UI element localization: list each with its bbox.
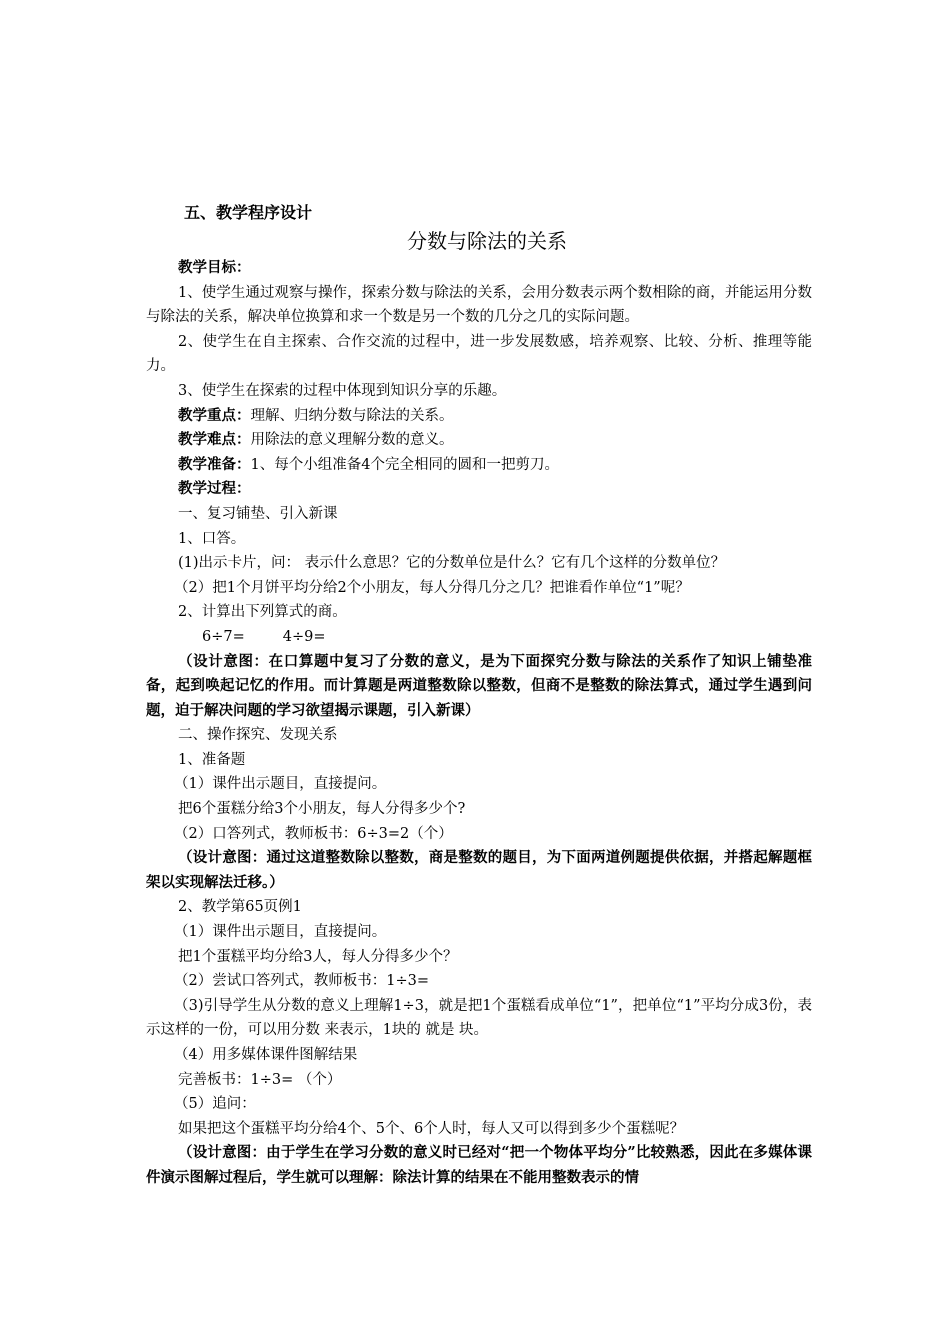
difficulty <box>146 428 812 453</box>
prep-item: 1、准备题 <box>178 751 246 768</box>
key-point <box>146 404 812 429</box>
example-question: 把1个蛋糕平均分给3人，每人分得多少个？ <box>178 948 458 965</box>
formula-line <box>146 625 812 650</box>
design-note-3: （设计意图：由于学生在学习分数的意义时已经对“把一个物体平均分”比较熟悉，因此在多媒体课件演示图解过程后，学生就可以理解：除法计算的结果在不能用整数表示的情 <box>146 1144 812 1186</box>
oral-question-2: （2）把1个月饼平均分给2个小朋友，每人分得几分之几？把谁看作单位“1”呢？ <box>174 579 690 596</box>
formula-a: 6÷7= <box>202 628 245 645</box>
calc-item: 2、计算出下列算式的商。 <box>178 604 347 621</box>
design-note-1: （设计意图：在口算题中复习了分数的意义，是为下面探究分数与除法的关系作了知识上铺垫准备，起到唤起记忆的作用。而计算题是两道整数除以整数，但商不是整数的除法算式，通过学生遇到问题，迫于解决问题的学习欲望揭示课题，引入新课） <box>146 652 812 719</box>
preparation <box>146 453 812 478</box>
key-point-text: 理解、归纳分数与除法的关系。 <box>250 407 454 424</box>
prep-step-1: （1）课件出示题目，直接提问。 <box>174 776 387 793</box>
objective-1: 1、使学生通过观察与操作，探索分数与除法的关系，会用分数表示两个数相除的商，并能运用分数与除法的关系，解决单位换算和求一个数是另一个数的几分之几的实际问题。 <box>146 284 812 326</box>
prep-step-2: （2）口答列式，教师板书：6÷3=2（个） <box>174 825 453 842</box>
objectives-label: 教学目标： <box>178 259 251 276</box>
preparation-label: 教学准备： <box>178 455 251 473</box>
example-step-4: （4）用多媒体课件图解结果 <box>174 1047 358 1063</box>
lesson-title: 分数与除法的关系 <box>407 229 567 253</box>
oral-item: 1、口答。 <box>178 530 246 547</box>
example-step-1: （1）课件出示题目，直接提问。 <box>174 924 387 941</box>
document-body <box>146 200 812 1191</box>
oral-question-1: (1)出示卡片，问： 表示什么意思？它的分数单位是什么？它有几个这样的分数单位？ <box>178 555 726 572</box>
board-note: 完善板书：1÷3= （个） <box>178 1071 342 1088</box>
part2-heading: 二、操作探究、发现关系 <box>178 727 338 744</box>
example-step-3: （3)引导学生从分数的意义上理解1÷3，就是把1个蛋糕看成单位“1”，把单位“1”平均分成3份，表示这样的一份，可以用分数 来表示，1块的 就是 块。 <box>146 997 812 1039</box>
difficulty-label: 教学难点： <box>178 431 251 449</box>
preparation-text: 1、每个小组准备4个完全相同的圆和一把剪刀。 <box>250 456 559 473</box>
prep-question: 把6个蛋糕分给3个小朋友，每人分得多少个? <box>178 801 466 818</box>
example-step-5: （5）追问： <box>174 1096 256 1113</box>
objective-2: 2、使学生在自主探索、合作交流的过程中，进一步发展数感，培养观察、比较、分析、推理等能力。 <box>146 333 812 375</box>
objective-3: 3、使学生在探索的过程中体现到知识分享的乐趣。 <box>178 382 507 399</box>
section-heading: 五、教学程序设计 <box>184 203 313 222</box>
example-step-2: （2）尝试口答列式，教师板书：1÷3= <box>174 973 429 990</box>
example-item: 2、教学第65页例1 <box>178 899 302 916</box>
follow-question: 如果把这个蛋糕平均分给4个、5个、6个人时，每人又可以得到多少个蛋糕呢？ <box>178 1120 685 1137</box>
difficulty-text: 用除法的意义理解分数的意义。 <box>250 432 454 449</box>
design-note-2: （设计意图：通过这道整数除以整数，商是整数的题目，为下面两道例题提供依据，并搭起解题框架以实现解法迁移。） <box>146 849 812 891</box>
part1-heading: 一、复习铺垫、引入新课 <box>178 505 338 522</box>
process-label: 教学过程： <box>178 480 251 498</box>
key-point-label: 教学重点： <box>178 406 251 424</box>
formula-b: 4÷9= <box>282 628 326 645</box>
